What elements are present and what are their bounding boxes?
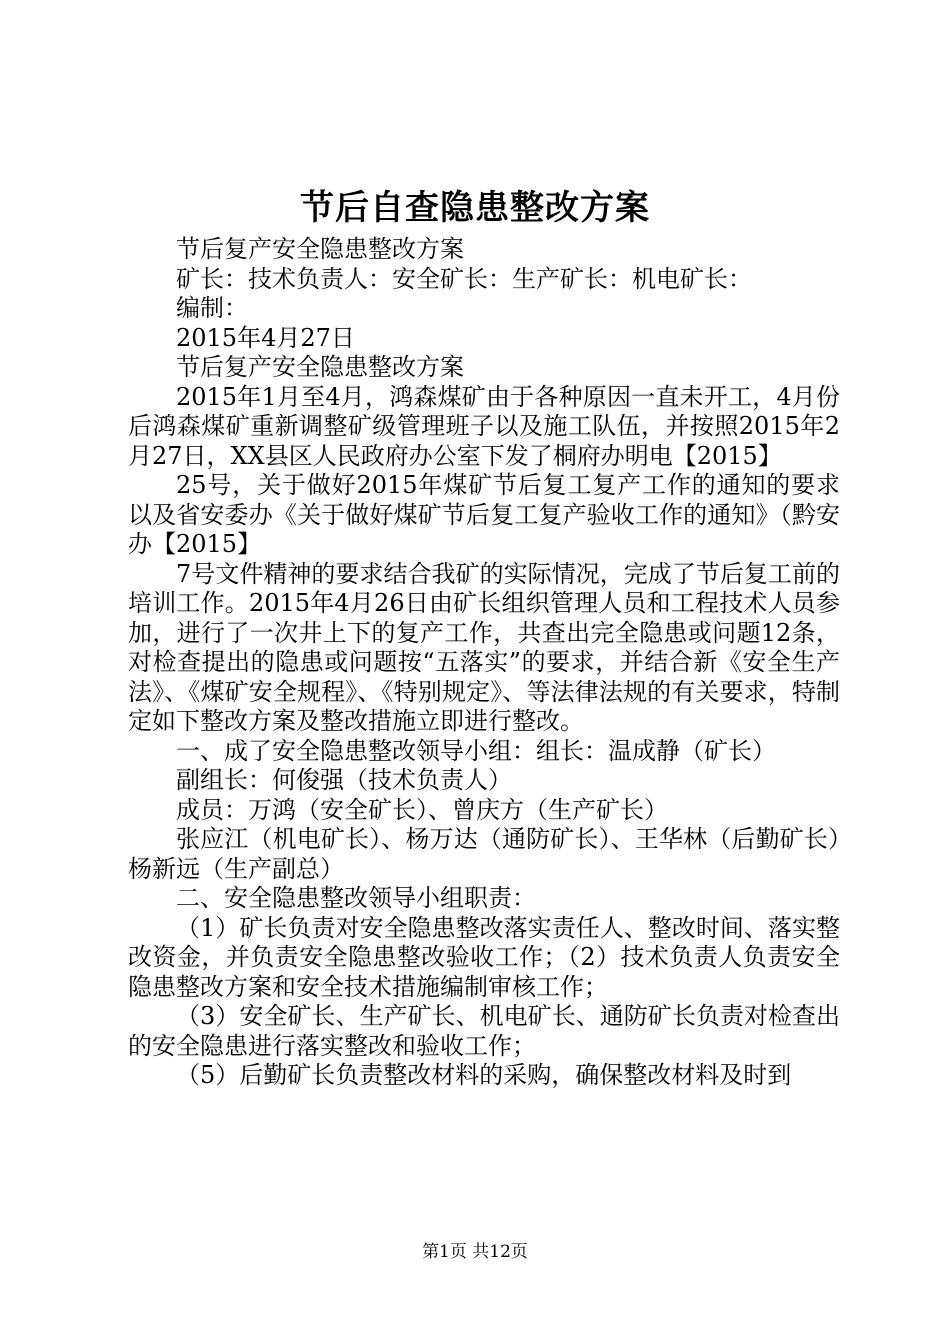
paragraph: （1）矿长负责对安全隐患整改落实责任人、整改时间、落实整改资金，并负责安全隐患整改验收工作；（2）技术负责人负责安全隐患整改方案和安全技术措施编制审核工作；	[128, 913, 840, 1001]
paragraph: （3）安全矿长、生产矿长、机电矿长、通防矿长负责对检查出的安全隐患进行落实整改和验收工作；	[128, 1002, 840, 1060]
paragraph: 成员：万鸿（安全矿长）、曾庆方（生产矿长）	[176, 795, 668, 824]
paragraph: 副组长：何俊强（技术负责人）	[176, 766, 512, 794]
paragraph: 2015年1月至4月，鸿森煤矿由于各种原因一直未开工，4月份后鸿森煤矿重新调整矿级管理班子以及施工队伍，并按照2015年2月27日，XX县区人民政府办公室下发了桐府办明电【2015】	[128, 382, 840, 470]
document-title: 节后自查隐患整改方案	[300, 188, 650, 228]
document-body	[128, 235, 840, 1091]
paragraph: 编制：	[176, 294, 248, 322]
paragraph: 节后复产安全隐患整改方案	[176, 235, 464, 263]
page-number-footer: 第1页 共12页	[422, 1242, 528, 1262]
paragraph: 节后复产安全隐患整改方案	[176, 353, 464, 381]
paragraph: （5）后勤矿长负责整改材料的采购，确保整改材料及时到	[176, 1061, 792, 1089]
paragraph: 矿长：技术负责人：安全矿长：生产矿长：机电矿长：	[176, 264, 752, 293]
paragraph: 一、成了安全隐患整改领导小组：组长：温成静（矿长）	[176, 736, 776, 765]
paragraph: 2015年4月27日	[176, 323, 355, 352]
paragraph: 张应江（机电矿长）、杨万达（通防矿长）、王华林（后勤矿长）杨新远（生产副总）	[128, 825, 840, 883]
paragraph: 25号，关于做好2015年煤矿节后复工复产工作的通知的要求以及省安委办《关于做好煤矿节后复工复产验收工作的通知》（黔安办【2015】	[128, 471, 840, 558]
paragraph: 二、安全隐患整改领导小组职责：	[176, 884, 536, 912]
paragraph: 7号文件精神的要求结合我矿的实际情况，完成了节后复工前的培训工作。2015年4月26日由矿长组织管理人员和工程技术人员参加，进行了一次井上下的复产工作，共查出完全隐患或问题12条，对检查提出的隐患或问题按“五落实”的要求，并结合新《安全生产法》、《煤矿安全规程》、《特别规定》、等法律法规的有关要求，特制定如下整改方案及整改措施立即进行整改。	[128, 559, 840, 735]
